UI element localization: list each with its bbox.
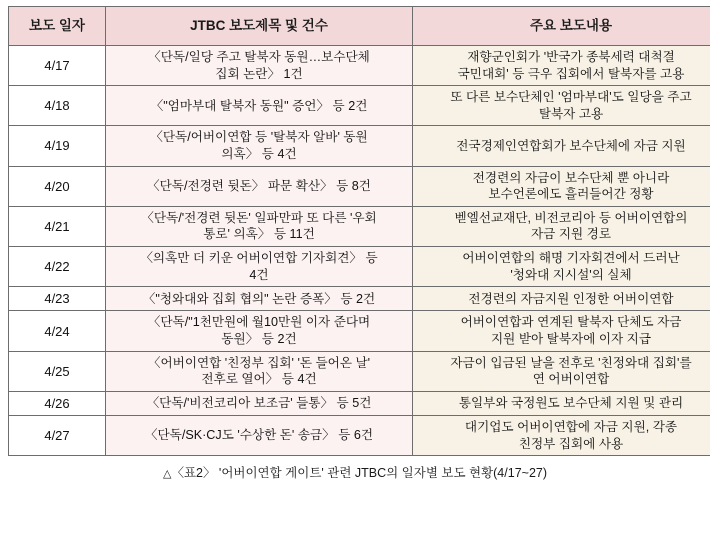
cell-title bbox=[106, 247, 413, 287]
cell-date: 4/19 bbox=[9, 126, 106, 166]
cell-title bbox=[106, 391, 413, 415]
table-row bbox=[9, 86, 710, 126]
cell-date: 4/23 bbox=[9, 287, 106, 311]
cell-detail bbox=[413, 391, 710, 415]
header-row bbox=[9, 7, 710, 46]
cell-title-line: 〈의혹만 더 키운 어버이연합 기자회견〉 등 bbox=[140, 251, 378, 266]
cell-detail-line: '청와대 지시설'의 실체 bbox=[510, 267, 632, 282]
table-row bbox=[9, 46, 710, 86]
cell-title-line: 〈"엄마부대 탈북자 동원" 증언〉 등 2건 bbox=[150, 98, 368, 113]
cell-title-line: 〈단독/SK·CJ도 '수상한 돈' 송금〉 등 6건 bbox=[144, 428, 374, 443]
cell-detail-line: 전경련의 자금지원 인정한 어버이연합 bbox=[468, 291, 674, 306]
table-row bbox=[9, 416, 710, 456]
cell-title-line: 〈단독/'비전코리아 보조금' 들통〉 등 5건 bbox=[146, 396, 372, 411]
cell-title bbox=[106, 287, 413, 311]
cell-detail-line: 전국경제인연합회가 보수단체에 자금 지원 bbox=[456, 138, 686, 153]
table-row bbox=[9, 391, 710, 415]
cell-detail bbox=[413, 311, 710, 351]
cell-date: 4/25 bbox=[9, 351, 106, 391]
cell-title bbox=[106, 126, 413, 166]
cell-detail bbox=[413, 351, 710, 391]
column-header-date: 보도 일자 bbox=[9, 7, 106, 46]
triangle-marker-icon: △ bbox=[162, 468, 172, 481]
cell-title-line: 4건 bbox=[249, 267, 269, 282]
cell-detail-line: 보수언론에도 흘러들어간 정황 bbox=[488, 187, 654, 202]
cell-title-line: 〈단독/일당 주고 탈북자 동원…보수단체 bbox=[148, 50, 370, 64]
cell-detail bbox=[413, 46, 710, 86]
cell-detail-line: 벧엘선교재단, 비전코리아 등 어버이연합의 bbox=[454, 210, 688, 225]
cell-title bbox=[106, 351, 413, 391]
column-header-title: JTBC 보도제목 및 건수 bbox=[106, 7, 413, 46]
table-row bbox=[9, 206, 710, 246]
cell-date: 4/17 bbox=[9, 46, 106, 86]
cell-title bbox=[106, 46, 413, 86]
cell-title-line: 〈단독/전경련 뒷돈〉 파문 확산〉 등 8건 bbox=[147, 178, 371, 193]
cell-detail-line: 국민대회' 등 극우 집회에서 탈북자를 고용 bbox=[457, 66, 685, 81]
cell-date: 4/18 bbox=[9, 86, 106, 126]
cell-title-line: 동원〉 등 2건 bbox=[221, 332, 297, 347]
column-header-detail: 주요 보도내용 bbox=[413, 7, 710, 46]
cell-detail bbox=[413, 86, 710, 126]
cell-detail-line: 전경련의 자금이 보수단체 뿐 아니라 bbox=[472, 170, 670, 185]
cell-date: 4/24 bbox=[9, 311, 106, 351]
cell-detail-line: 어버이연합과 연계된 탈북자 단체도 자금 bbox=[460, 315, 682, 330]
table-row bbox=[9, 287, 710, 311]
cell-date: 4/21 bbox=[9, 206, 106, 246]
cell-date: 4/22 bbox=[9, 247, 106, 287]
cell-title-line: 〈단독/'전경련 뒷돈' 일파만파 또 다른 '우회 bbox=[141, 210, 377, 225]
cell-title-line: 의혹〉 등 4건 bbox=[221, 147, 297, 162]
cell-title-line: 집회 논란〉 1건 bbox=[215, 66, 303, 81]
cell-detail-line: 자금 지원 경로 bbox=[531, 227, 611, 242]
table-row bbox=[9, 126, 710, 166]
table-header bbox=[9, 7, 710, 46]
cell-detail-line: 지원 받아 탈북자에 이자 지급 bbox=[491, 332, 651, 347]
table-row bbox=[9, 311, 710, 351]
cell-detail-line: 대기업도 어버이연합에 자금 지원, 각종 bbox=[464, 420, 678, 435]
cell-detail bbox=[413, 416, 710, 456]
cell-title-line: 〈어버이연합 '친정부 집회' '돈 들어온 날' bbox=[147, 355, 371, 370]
report-table bbox=[8, 6, 710, 456]
cell-detail-line: 어버이연합의 해명 기자회견에서 드러난 bbox=[462, 251, 680, 266]
table-row bbox=[9, 247, 710, 287]
cell-detail bbox=[413, 206, 710, 246]
caption-text: 〈표2〉 '어버이연합 게이트' 관련 JTBC의 일자별 보도 현황(4/17~27) bbox=[171, 466, 548, 481]
cell-date: 4/27 bbox=[9, 416, 106, 456]
cell-title bbox=[106, 166, 413, 206]
table-row bbox=[9, 166, 710, 206]
cell-title-line: 전후로 열어〉 등 4건 bbox=[201, 372, 317, 387]
cell-detail-line: 연 어버이연합 bbox=[532, 372, 610, 387]
cell-title-line: 〈단독/어버이연합 등 '탈북자 알바' 동원 bbox=[150, 130, 368, 145]
cell-detail-line: 친정부 집회에 사용 bbox=[518, 436, 624, 451]
cell-title-line: 〈"청와대와 집회 협의" 논란 증폭〉 등 2건 bbox=[142, 291, 376, 306]
cell-detail bbox=[413, 126, 710, 166]
cell-title bbox=[106, 86, 413, 126]
cell-detail-line: 통일부와 국정원도 보수단체 지원 및 관리 bbox=[458, 396, 684, 411]
cell-detail-line: 또 다른 보수단체인 '엄마부대'도 일당을 주고 bbox=[450, 90, 692, 105]
cell-detail-line: 탈북자 고용 bbox=[538, 106, 604, 121]
cell-date: 4/26 bbox=[9, 391, 106, 415]
table-row bbox=[9, 351, 710, 391]
cell-title-line: 〈단독/"1천만원에 월10만원 이자 준다며 bbox=[147, 315, 371, 330]
table-body bbox=[9, 46, 710, 456]
cell-date: 4/20 bbox=[9, 166, 106, 206]
cell-detail bbox=[413, 287, 710, 311]
cell-title bbox=[106, 416, 413, 456]
cell-detail bbox=[413, 166, 710, 206]
cell-detail-line: 자금이 입금된 날을 전후로 '친정와대 집회'를 bbox=[450, 355, 692, 370]
cell-title bbox=[106, 311, 413, 351]
cell-detail bbox=[413, 247, 710, 287]
cell-title-line: 통로' 의혹〉 등 11건 bbox=[203, 227, 315, 242]
cell-detail-line: 재향군인회가 '반국가 종북세력 대척결 bbox=[467, 50, 675, 64]
cell-title bbox=[106, 206, 413, 246]
table-caption bbox=[8, 463, 702, 481]
